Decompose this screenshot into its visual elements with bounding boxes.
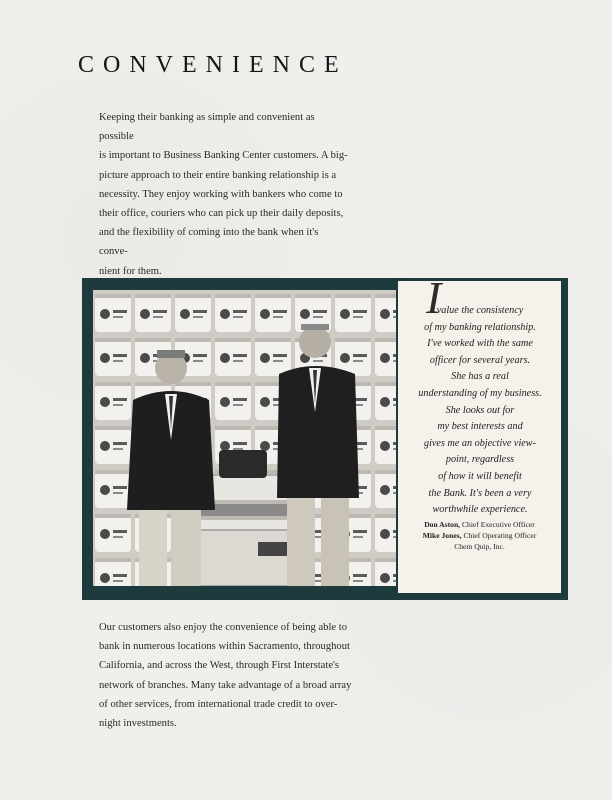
attribution-company: Chem Quip, Inc. (454, 542, 505, 551)
quote-line: my best interests and (437, 421, 523, 433)
closing-line: Our customers also enjoy the convenience of being able to (99, 622, 347, 633)
quote-line: worthwhile experience. (432, 504, 528, 516)
attribution-title: Chief Executive Officer (460, 520, 535, 529)
page-heading: CONVENIENCE (78, 52, 348, 78)
closing-line: of other services, from international trade credit to over- (99, 698, 338, 710)
photo-two-executives (93, 290, 396, 586)
intro-line: nient for them. (99, 265, 162, 277)
attribution-title: Chief Operating Officer (461, 531, 537, 540)
intro-line: is important to Business Banking Center customers. A big- (99, 150, 348, 162)
quote-line: of how it will benefit (438, 470, 522, 482)
quote-line: point, regardless (445, 454, 515, 466)
closing-line: night investments. (99, 718, 177, 730)
attribution-name: Don Aston, (424, 520, 461, 529)
closing-line: bank in numerous locations within Sacramento, throughout (99, 641, 350, 653)
testimonial-attribution (398, 519, 561, 552)
closing-line: California, and across the West, through First Interstate's (99, 660, 340, 672)
testimonial-quote (404, 272, 556, 519)
quote-line: gives me an objective view- (423, 437, 536, 449)
quote-line: of my banking relationship. (424, 321, 536, 333)
quote-line: I've worked with the same (427, 338, 533, 350)
testimonial-panel (398, 272, 561, 593)
intro-line: and the flexibility of coming into the bank when it's conve- (99, 227, 319, 258)
photo-illustration (93, 290, 396, 586)
quote-dropcap: I (426, 272, 442, 323)
intro-paragraph (99, 108, 349, 281)
quote-line: She looks out for (445, 404, 515, 416)
quote-line: She has a real (451, 371, 509, 383)
attribution-name: Mike Jones, (422, 531, 462, 540)
quote-line: understanding of my business. (418, 387, 542, 399)
intro-line: Keeping their banking as simple and convenient as possible (99, 112, 315, 143)
intro-line: picture approach to their entire banking relationship is a (99, 169, 337, 181)
intro-line: their office, couriers who can pick up their daily deposits, (99, 208, 344, 220)
closing-line: network of branches. Many take advantage of a broad array (99, 679, 352, 691)
closing-paragraph (99, 618, 361, 733)
quote-line: value the consistency (436, 305, 524, 316)
feature-frame (82, 272, 568, 600)
intro-line: necessity. They enjoy working with bankers who come to (99, 188, 343, 200)
quote-line: officer for several years. (429, 354, 531, 366)
quote-line: the Bank. It's been a very (428, 487, 532, 499)
